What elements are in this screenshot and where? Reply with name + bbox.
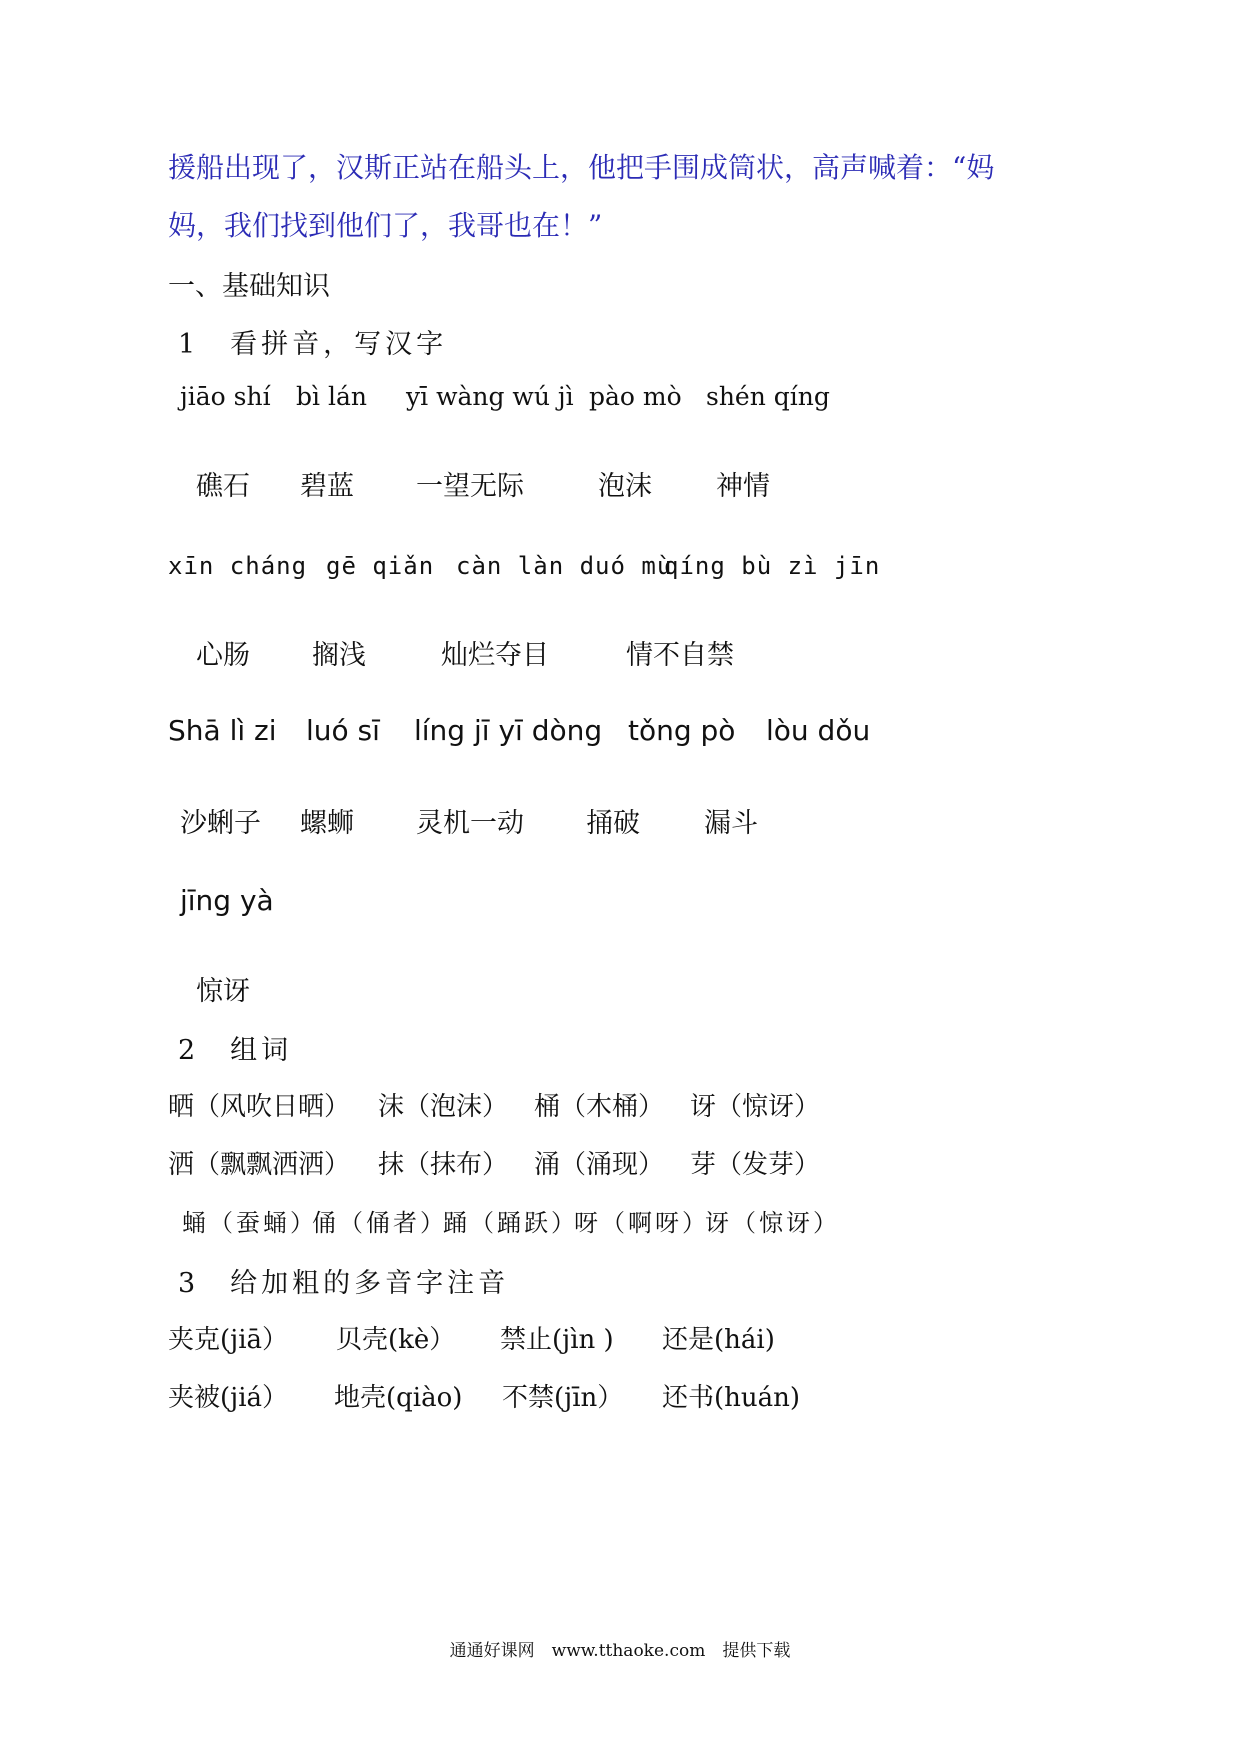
word-item: 泡沫 bbox=[598, 471, 652, 502]
compound-item: 抹（抹布） bbox=[378, 1150, 509, 1180]
compound-item: 俑（俑者） bbox=[312, 1209, 447, 1237]
pinyin-item: xīn cháng bbox=[168, 552, 308, 580]
intro-line-2: 妈，我们找到他们了，我哥也在！” bbox=[168, 209, 603, 242]
pinyin-item: bì lán bbox=[296, 382, 367, 411]
word-item: 一望无际 bbox=[416, 471, 524, 502]
compound-item: 涌（涌现） bbox=[534, 1150, 665, 1180]
pinyin-item: tǒng pò bbox=[628, 714, 736, 747]
pinyin-item: luó sī bbox=[306, 714, 380, 747]
pinyin-item: Shā lì zi bbox=[168, 714, 277, 747]
polyphone-item: 夹克(jiā） bbox=[168, 1325, 289, 1355]
word-item: 碧蓝 bbox=[300, 471, 354, 502]
question-2-label: 2 组词 bbox=[178, 1035, 293, 1066]
intro-line-1: 援船出现了，汉斯正站在船头上，他把手围成筒状，高声喊着：“妈 bbox=[168, 151, 995, 184]
polyphone-item: 地壳(qiào) bbox=[334, 1383, 463, 1413]
word-item: 灵机一动 bbox=[416, 808, 524, 839]
word-item: 神情 bbox=[716, 471, 770, 502]
word-item: 心肠 bbox=[196, 640, 250, 671]
polyphone-item: 夹被(jiá） bbox=[168, 1383, 289, 1413]
word-item: 漏斗 bbox=[704, 808, 758, 839]
compound-item: 蛹（蚕蛹） bbox=[182, 1209, 317, 1237]
word-item: 情不自禁 bbox=[626, 640, 734, 671]
pinyin-item: qíng bù zì jīn bbox=[664, 552, 881, 580]
pinyin-item: shén qíng bbox=[706, 382, 830, 411]
polyphone-item: 禁止(jìn ) bbox=[500, 1325, 614, 1355]
word-item: 螺蛳 bbox=[300, 808, 354, 839]
compound-item: 踊（踊跃） bbox=[443, 1209, 578, 1237]
pinyin-item: pào mò bbox=[589, 382, 682, 411]
polyphone-item: 还是(hái) bbox=[662, 1325, 775, 1355]
question-3-label: 3 给加粗的多音字注音 bbox=[178, 1268, 510, 1299]
question-1-label: 1 看拼音，写汉字 bbox=[178, 329, 448, 360]
compound-item: 讶（惊讶） bbox=[690, 1092, 821, 1122]
pinyin-item: yī wàng wú jì bbox=[406, 382, 574, 411]
word-item: 搁浅 bbox=[312, 640, 366, 671]
word-item: 惊讶 bbox=[196, 976, 250, 1007]
compound-item: 洒（飘飘洒洒） bbox=[168, 1150, 351, 1180]
polyphone-item: 贝壳(kè） bbox=[336, 1325, 456, 1355]
page-footer: 通通好课网 www.tthaoke.com 提供下载 bbox=[449, 1641, 791, 1661]
polyphone-item: 不禁(jīn） bbox=[502, 1383, 624, 1413]
section-heading-basic-knowledge: 一、基础知识 bbox=[168, 271, 330, 302]
pinyin-item: gē qiǎn bbox=[326, 552, 435, 580]
word-item: 沙蜊子 bbox=[180, 808, 261, 839]
pinyin-item: jiāo shí bbox=[180, 382, 271, 411]
pinyin-item: líng jī yī dòng bbox=[414, 714, 603, 747]
word-item: 捅破 bbox=[586, 808, 640, 839]
compound-item: 晒（风吹日晒） bbox=[168, 1092, 351, 1122]
compound-item: 桶（木桶） bbox=[534, 1092, 665, 1122]
polyphone-item: 还书(huán) bbox=[662, 1383, 801, 1413]
word-item: 礁石 bbox=[196, 471, 250, 502]
compound-item: 讶（惊讶） bbox=[705, 1209, 840, 1237]
pinyin-item: lòu dǒu bbox=[766, 714, 871, 747]
pinyin-item: càn làn duó mù bbox=[456, 552, 673, 580]
compound-item: 呀（啊呀） bbox=[574, 1209, 709, 1237]
word-item: 灿烂夺目 bbox=[441, 640, 549, 671]
compound-item: 芽（发芽） bbox=[690, 1150, 821, 1180]
pinyin-item: jīng yà bbox=[180, 884, 274, 917]
compound-item: 沫（泡沫） bbox=[378, 1092, 509, 1122]
